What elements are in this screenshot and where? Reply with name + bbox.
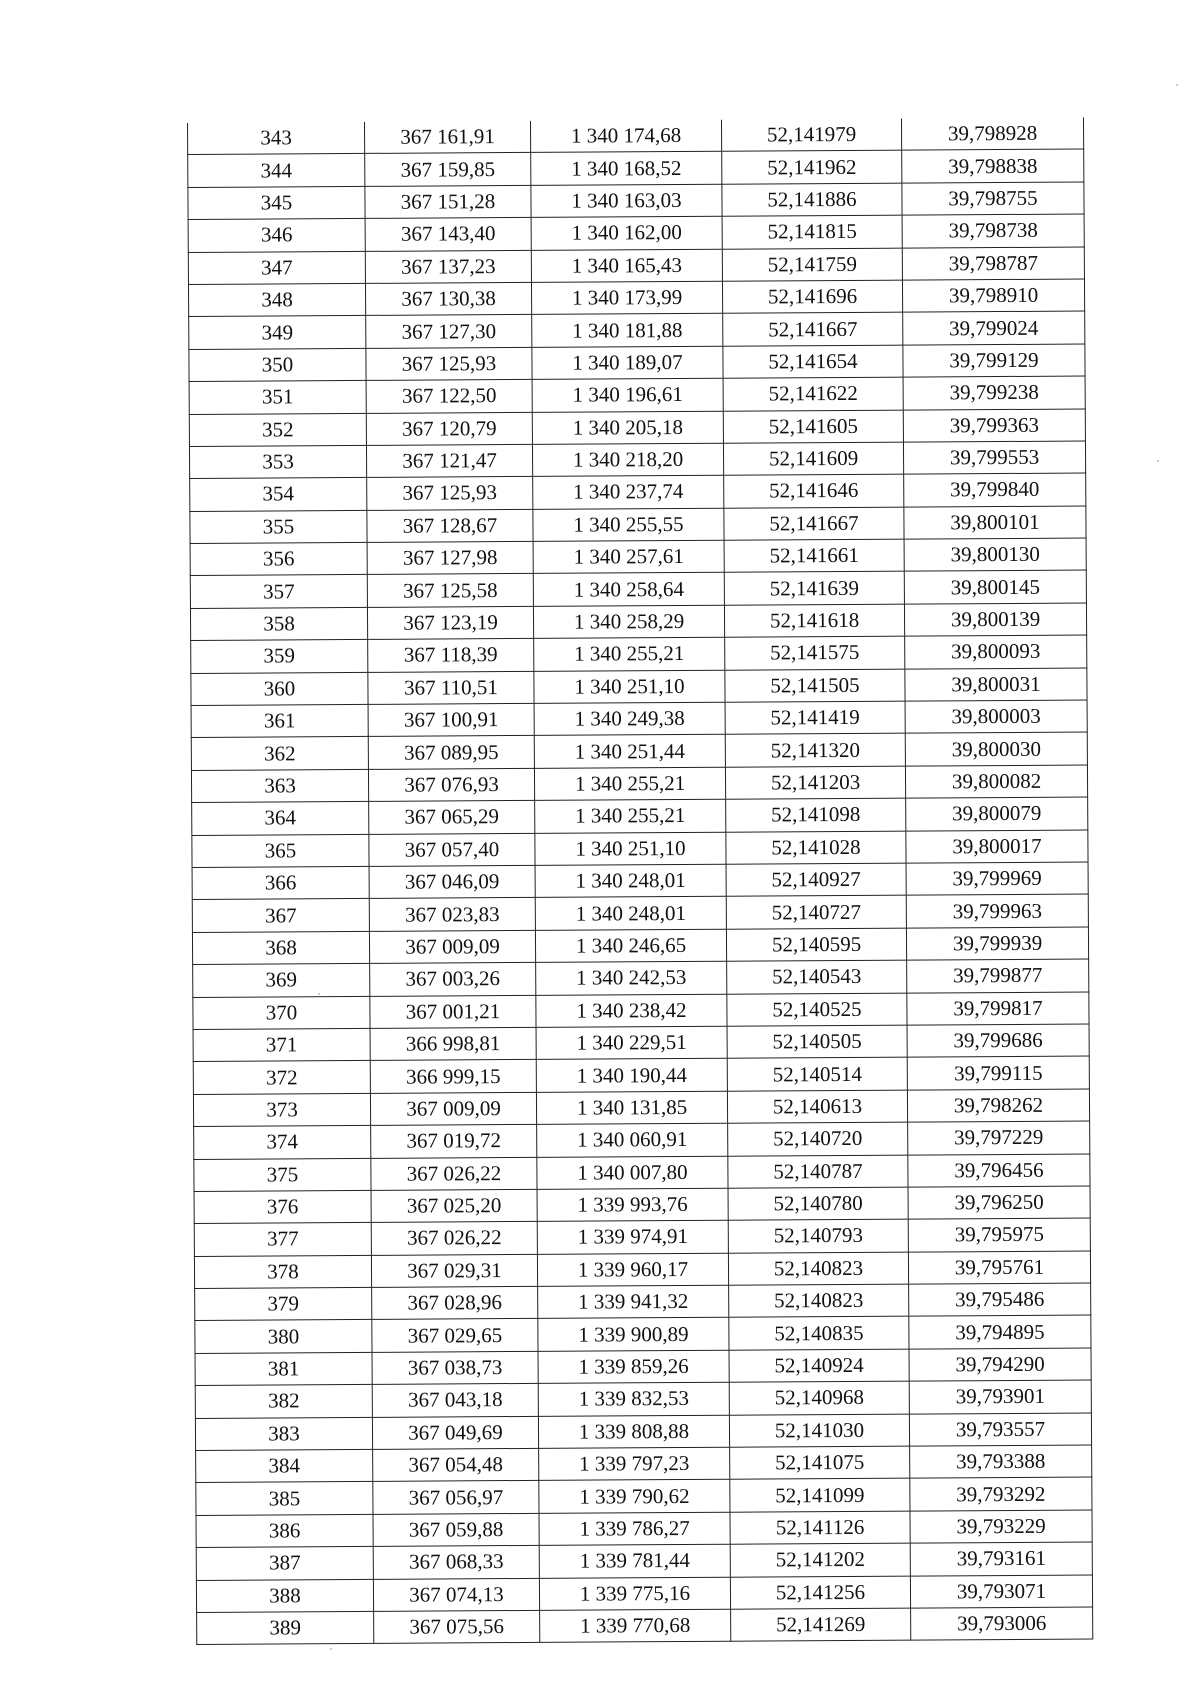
y-coordinate-cell: 1 340 248,01	[535, 864, 726, 898]
longitude-cell: 39,799963	[906, 894, 1088, 928]
longitude-cell: 39,793071	[910, 1575, 1092, 1609]
point-number-cell: 355	[190, 510, 367, 543]
y-coordinate-cell: 1 339 832,53	[538, 1382, 729, 1416]
x-coordinate-cell: 367 128,67	[367, 509, 533, 542]
y-coordinate-cell: 1 339 900,89	[538, 1318, 729, 1352]
y-coordinate-cell: 1 339 790,62	[539, 1480, 730, 1514]
longitude-cell: 39,798738	[902, 214, 1084, 248]
x-coordinate-cell: 367 125,58	[367, 574, 533, 607]
y-coordinate-cell: 1 340 131,85	[536, 1091, 727, 1125]
table-row	[190, 473, 1086, 511]
latitude-cell: 52,140727	[726, 895, 906, 928]
y-coordinate-cell: 1 340 248,01	[535, 897, 726, 931]
point-number-cell: 365	[192, 834, 369, 867]
longitude-cell: 39,800101	[904, 506, 1086, 540]
table-row	[195, 1380, 1091, 1418]
point-number-cell: 386	[196, 1514, 373, 1547]
longitude-cell: 39,795761	[908, 1251, 1090, 1285]
x-coordinate-cell: 367 089,95	[368, 736, 534, 769]
x-coordinate-cell: 367 100,91	[368, 703, 534, 736]
latitude-cell: 52,141622	[723, 377, 903, 410]
longitude-cell: 39,798928	[901, 118, 1083, 151]
latitude-cell: 52,141320	[725, 734, 905, 767]
longitude-cell: 39,800093	[905, 635, 1087, 669]
table-row	[193, 1089, 1089, 1127]
point-number-cell: 350	[189, 348, 366, 381]
x-coordinate-cell: 367 009,09	[369, 930, 535, 963]
y-coordinate-cell: 1 340 163,03	[531, 184, 722, 218]
point-number-cell: 347	[188, 251, 365, 284]
longitude-cell: 39,800031	[905, 668, 1087, 702]
x-coordinate-cell: 367 046,09	[369, 865, 535, 898]
longitude-cell: 39,798787	[902, 247, 1084, 281]
scan-speck	[1157, 460, 1159, 462]
latitude-cell: 52,141028	[726, 831, 906, 864]
latitude-cell: 52,140787	[728, 1155, 908, 1188]
latitude-cell: 52,141646	[724, 474, 904, 507]
point-number-cell: 387	[196, 1547, 373, 1580]
longitude-cell: 39,799115	[907, 1056, 1089, 1090]
longitude-cell: 39,798910	[902, 279, 1084, 313]
y-coordinate-cell: 1 340 237,74	[533, 476, 724, 510]
y-coordinate-cell: 1 339 993,76	[537, 1188, 728, 1222]
longitude-cell: 39,799553	[903, 441, 1085, 475]
latitude-cell: 52,141030	[729, 1414, 909, 1447]
latitude-cell: 52,140968	[729, 1381, 909, 1414]
point-number-cell: 379	[195, 1287, 372, 1320]
x-coordinate-cell: 367 009,09	[370, 1092, 536, 1125]
latitude-cell: 52,141886	[722, 183, 902, 216]
latitude-cell: 52,141075	[730, 1446, 910, 1479]
longitude-cell: 39,793901	[909, 1380, 1091, 1414]
x-coordinate-cell: 367 123,19	[367, 606, 533, 639]
x-coordinate-cell: 367 130,38	[365, 282, 531, 315]
table-row	[188, 182, 1084, 220]
x-coordinate-cell: 367 151,28	[365, 185, 531, 218]
x-coordinate-cell: 367 049,69	[372, 1416, 538, 1449]
x-coordinate-cell: 367 056,97	[373, 1481, 539, 1514]
latitude-cell: 52,141269	[731, 1608, 911, 1641]
longitude-cell: 39,800145	[904, 570, 1086, 604]
point-number-cell: 373	[193, 1093, 370, 1126]
y-coordinate-cell: 1 340 251,10	[535, 832, 726, 866]
x-coordinate-cell: 367 125,93	[367, 477, 533, 510]
latitude-cell: 52,141126	[730, 1511, 910, 1544]
x-coordinate-cell: 367 068,33	[373, 1546, 539, 1579]
latitude-cell: 52,141202	[730, 1543, 910, 1576]
point-number-cell: 376	[194, 1190, 371, 1223]
longitude-cell: 39,800079	[906, 797, 1088, 831]
longitude-cell: 39,799969	[906, 862, 1088, 896]
x-coordinate-cell: 367 127,98	[367, 541, 533, 574]
latitude-cell: 52,141759	[722, 248, 902, 281]
point-number-cell: 362	[191, 737, 368, 770]
table-row	[188, 214, 1084, 252]
latitude-cell: 52,140823	[729, 1284, 909, 1317]
point-number-cell: 377	[194, 1223, 371, 1256]
table-row	[191, 700, 1087, 738]
x-coordinate-cell: 367 026,22	[371, 1157, 537, 1190]
latitude-cell: 52,140505	[727, 1025, 907, 1058]
x-coordinate-cell: 367 075,56	[374, 1610, 540, 1643]
y-coordinate-cell: 1 339 941,32	[538, 1285, 729, 1319]
point-number-cell: 381	[195, 1352, 372, 1385]
point-number-cell: 371	[193, 1028, 370, 1061]
y-coordinate-cell: 1 340 174,68	[530, 120, 721, 153]
point-number-cell: 368	[192, 931, 369, 964]
x-coordinate-cell: 367 120,79	[366, 412, 532, 445]
longitude-cell: 39,796250	[908, 1186, 1090, 1220]
latitude-cell: 52,141639	[724, 572, 904, 605]
latitude-cell: 52,141256	[730, 1576, 910, 1609]
x-coordinate-cell: 367 057,40	[369, 833, 535, 866]
longitude-cell: 39,799024	[903, 311, 1085, 345]
point-number-cell: 348	[188, 283, 365, 316]
x-coordinate-cell: 367 059,88	[373, 1513, 539, 1546]
table-row	[196, 1542, 1092, 1580]
x-coordinate-cell: 367 118,39	[368, 639, 534, 672]
table-row	[196, 1575, 1092, 1613]
table-row	[195, 1315, 1091, 1353]
x-coordinate-cell: 367 122,50	[366, 380, 532, 413]
table-row	[191, 765, 1087, 803]
table-row	[195, 1348, 1091, 1386]
y-coordinate-cell: 1 340 251,44	[534, 735, 725, 769]
table-row	[192, 927, 1088, 965]
table-row	[193, 959, 1089, 997]
latitude-cell: 52,141609	[723, 442, 903, 475]
latitude-cell: 52,141419	[725, 701, 905, 734]
table-row	[192, 894, 1088, 932]
table-row	[193, 1056, 1089, 1094]
y-coordinate-cell: 1 340 168,52	[531, 152, 722, 186]
longitude-cell: 39,799129	[903, 344, 1085, 378]
y-coordinate-cell: 1 339 786,27	[539, 1512, 730, 1546]
table-row	[191, 668, 1087, 706]
x-coordinate-cell: 367 003,26	[370, 963, 536, 996]
y-coordinate-cell: 1 340 060,91	[537, 1123, 728, 1157]
table-row	[190, 570, 1086, 608]
x-coordinate-cell: 367 001,21	[370, 995, 536, 1028]
y-coordinate-cell: 1 339 859,26	[538, 1350, 729, 1384]
latitude-cell: 52,141661	[724, 539, 904, 572]
x-coordinate-cell: 367 137,23	[365, 250, 531, 283]
point-number-cell: 357	[190, 575, 367, 608]
longitude-cell: 39,799238	[903, 376, 1085, 410]
longitude-cell: 39,793557	[909, 1413, 1091, 1447]
y-coordinate-cell: 1 340 205,18	[532, 411, 723, 445]
table-row	[194, 1154, 1090, 1192]
point-number-cell: 360	[191, 672, 368, 705]
longitude-cell: 39,798838	[902, 149, 1084, 183]
y-coordinate-cell: 1 340 165,43	[531, 249, 722, 283]
point-number-cell: 374	[194, 1126, 371, 1159]
y-coordinate-cell: 1 339 797,23	[539, 1447, 730, 1481]
point-number-cell: 383	[195, 1417, 372, 1450]
longitude-cell: 39,800082	[905, 765, 1087, 799]
point-number-cell: 361	[191, 704, 368, 737]
y-coordinate-cell: 1 340 190,44	[536, 1059, 727, 1093]
coordinates-table	[187, 118, 1093, 1646]
point-number-cell: 369	[193, 964, 370, 997]
x-coordinate-cell: 367 043,18	[372, 1384, 538, 1417]
latitude-cell: 52,140924	[729, 1349, 909, 1382]
table-row	[191, 635, 1087, 673]
point-number-cell: 363	[191, 769, 368, 802]
y-coordinate-cell: 1 340 181,88	[532, 314, 723, 348]
x-coordinate-cell: 367 029,31	[371, 1254, 537, 1287]
point-number-cell: 352	[189, 413, 366, 446]
table-row	[195, 1283, 1091, 1321]
longitude-cell: 39,796456	[908, 1154, 1090, 1188]
y-coordinate-cell: 1 340 255,21	[534, 767, 725, 801]
x-coordinate-cell: 366 998,81	[370, 1027, 536, 1060]
latitude-cell: 52,140514	[727, 1057, 907, 1090]
table-row	[194, 1121, 1090, 1159]
scan-speck	[318, 993, 320, 995]
y-coordinate-cell: 1 340 258,29	[533, 605, 724, 639]
y-coordinate-cell: 1 339 960,17	[537, 1253, 728, 1287]
point-number-cell: 345	[188, 186, 365, 219]
table-row	[196, 1477, 1092, 1515]
table-row	[189, 344, 1085, 382]
latitude-cell: 52,141667	[723, 312, 903, 345]
y-coordinate-cell: 1 340 249,38	[534, 702, 725, 736]
latitude-cell: 52,140823	[728, 1252, 908, 1285]
point-number-cell: 344	[188, 154, 365, 187]
table-row	[191, 732, 1087, 770]
longitude-cell: 39,800017	[906, 830, 1088, 864]
longitude-cell: 39,800003	[905, 700, 1087, 734]
y-coordinate-cell: 1 340 255,21	[535, 799, 726, 833]
scan-speck	[330, 1648, 332, 1650]
table-row	[190, 506, 1086, 544]
y-coordinate-cell: 1 340 229,51	[536, 1026, 727, 1060]
y-coordinate-cell: 1 340 238,42	[536, 994, 727, 1028]
y-coordinate-cell: 1 339 770,68	[540, 1609, 731, 1643]
x-coordinate-cell: 367 161,91	[364, 121, 530, 154]
table-row	[194, 1186, 1090, 1224]
x-coordinate-cell: 367 076,93	[368, 768, 534, 801]
x-coordinate-cell: 367 110,51	[368, 671, 534, 704]
table-row	[197, 1607, 1093, 1645]
longitude-cell: 39,795975	[908, 1218, 1090, 1252]
y-coordinate-cell: 1 340 251,10	[534, 670, 725, 704]
longitude-cell: 39,793161	[910, 1542, 1092, 1576]
y-coordinate-cell: 1 340 257,61	[533, 540, 724, 574]
table-row	[192, 862, 1088, 900]
latitude-cell: 52,141815	[722, 215, 902, 248]
table-row	[196, 1445, 1092, 1483]
point-number-cell: 384	[196, 1449, 373, 1482]
latitude-cell: 52,141654	[723, 345, 903, 378]
latitude-cell: 52,141098	[726, 798, 906, 831]
longitude-cell: 39,800030	[905, 732, 1087, 766]
y-coordinate-cell: 1 340 196,61	[532, 378, 723, 412]
x-coordinate-cell: 367 065,29	[369, 801, 535, 834]
longitude-cell: 39,798262	[907, 1089, 1089, 1123]
table-row	[188, 279, 1084, 317]
table-row	[194, 1251, 1090, 1289]
point-number-cell: 359	[191, 640, 368, 673]
y-coordinate-cell: 1 340 255,21	[534, 637, 725, 671]
longitude-cell: 39,794895	[909, 1315, 1091, 1349]
table-row	[196, 1510, 1092, 1548]
y-coordinate-cell: 1 340 007,80	[537, 1156, 728, 1190]
point-number-cell: 366	[192, 866, 369, 899]
x-coordinate-cell: 367 019,72	[371, 1124, 537, 1157]
latitude-cell: 52,141962	[722, 151, 902, 184]
y-coordinate-cell: 1 340 162,00	[531, 216, 722, 250]
y-coordinate-cell: 1 340 189,07	[532, 346, 723, 380]
table-row	[188, 149, 1084, 187]
y-coordinate-cell: 1 340 218,20	[532, 443, 723, 477]
point-number-cell: 358	[190, 607, 367, 640]
latitude-cell: 52,141575	[725, 636, 905, 669]
longitude-cell: 39,799363	[903, 409, 1085, 443]
table-row	[189, 376, 1085, 414]
latitude-cell: 52,141505	[725, 669, 905, 702]
x-coordinate-cell: 367 029,65	[372, 1319, 538, 1352]
y-coordinate-cell: 1 340 173,99	[531, 281, 722, 315]
x-coordinate-cell: 367 038,73	[372, 1351, 538, 1384]
latitude-cell: 52,140927	[726, 863, 906, 896]
point-number-cell: 351	[189, 381, 366, 414]
latitude-cell: 52,141203	[725, 766, 905, 799]
x-coordinate-cell: 366 999,15	[370, 1060, 536, 1093]
point-number-cell: 353	[189, 445, 366, 478]
longitude-cell: 39,793292	[910, 1477, 1092, 1511]
longitude-cell: 39,793388	[910, 1445, 1092, 1479]
table-row	[189, 311, 1085, 349]
longitude-cell: 39,800139	[904, 603, 1086, 637]
scan-speck	[1176, 84, 1178, 86]
longitude-cell: 39,794290	[909, 1348, 1091, 1382]
point-number-cell: 380	[195, 1320, 372, 1353]
longitude-cell: 39,799877	[907, 959, 1089, 993]
point-number-cell: 349	[189, 316, 366, 349]
latitude-cell: 52,140720	[728, 1122, 908, 1155]
latitude-cell: 52,141618	[724, 604, 904, 637]
table-row	[189, 409, 1085, 447]
longitude-cell: 39,798755	[902, 182, 1084, 216]
latitude-cell: 52,141667	[724, 507, 904, 540]
table-row	[193, 992, 1089, 1030]
latitude-cell: 52,140780	[728, 1187, 908, 1220]
point-number-cell: 382	[195, 1385, 372, 1418]
latitude-cell: 52,141979	[721, 119, 901, 152]
y-coordinate-cell: 1 340 246,65	[535, 929, 726, 963]
x-coordinate-cell: 367 125,93	[366, 347, 532, 380]
table-row	[195, 1413, 1091, 1451]
latitude-cell: 52,141696	[722, 280, 902, 313]
latitude-cell: 52,140595	[726, 928, 906, 961]
longitude-cell: 39,797229	[908, 1121, 1090, 1155]
x-coordinate-cell: 367 054,48	[373, 1448, 539, 1481]
point-number-cell: 356	[190, 542, 367, 575]
point-number-cell: 354	[190, 478, 367, 511]
point-number-cell: 378	[194, 1255, 371, 1288]
latitude-cell: 52,140793	[728, 1219, 908, 1252]
longitude-cell: 39,793006	[911, 1607, 1093, 1641]
point-number-cell: 367	[192, 899, 369, 932]
x-coordinate-cell: 367 159,85	[365, 153, 531, 186]
table-row	[190, 603, 1086, 641]
y-coordinate-cell: 1 339 781,44	[539, 1544, 730, 1578]
y-coordinate-cell: 1 339 808,88	[538, 1415, 729, 1449]
point-number-cell: 372	[193, 1061, 370, 1094]
x-coordinate-cell: 367 127,30	[366, 315, 532, 348]
point-number-cell: 370	[193, 996, 370, 1029]
table-row	[194, 1218, 1090, 1256]
table-row	[190, 538, 1086, 576]
longitude-cell: 39,799686	[907, 1024, 1089, 1058]
longitude-cell: 39,800130	[904, 538, 1086, 572]
table-row	[193, 1024, 1089, 1062]
point-number-cell: 346	[188, 219, 365, 252]
table-row	[189, 441, 1085, 479]
latitude-cell: 52,140543	[727, 960, 907, 993]
y-coordinate-cell: 1 340 258,64	[533, 573, 724, 607]
x-coordinate-cell: 367 025,20	[371, 1189, 537, 1222]
table-row	[192, 830, 1088, 868]
longitude-cell: 39,795486	[909, 1283, 1091, 1317]
x-coordinate-cell: 367 143,40	[365, 218, 531, 251]
longitude-cell: 39,793229	[910, 1510, 1092, 1544]
point-number-cell: 385	[196, 1482, 373, 1515]
y-coordinate-cell: 1 340 242,53	[536, 961, 727, 995]
x-coordinate-cell: 367 023,83	[369, 898, 535, 931]
x-coordinate-cell: 367 026,22	[371, 1222, 537, 1255]
latitude-cell: 52,140613	[727, 1090, 907, 1123]
longitude-cell: 39,799817	[907, 992, 1089, 1026]
point-number-cell: 388	[196, 1579, 373, 1612]
point-number-cell: 343	[187, 122, 364, 155]
latitude-cell: 52,140525	[727, 993, 907, 1026]
table-row	[192, 797, 1088, 835]
latitude-cell: 52,141605	[723, 410, 903, 443]
x-coordinate-cell: 367 028,96	[372, 1286, 538, 1319]
longitude-cell: 39,799840	[904, 473, 1086, 507]
point-number-cell: 375	[194, 1158, 371, 1191]
latitude-cell: 52,141099	[730, 1479, 910, 1512]
latitude-cell: 52,140835	[729, 1317, 909, 1350]
y-coordinate-cell: 1 340 255,55	[533, 508, 724, 542]
coordinates-table-body	[187, 118, 1092, 1645]
longitude-cell: 39,799939	[906, 927, 1088, 961]
x-coordinate-cell: 367 074,13	[373, 1578, 539, 1611]
table-row	[188, 247, 1084, 285]
point-number-cell: 389	[197, 1611, 374, 1644]
x-coordinate-cell: 367 121,47	[366, 444, 532, 477]
y-coordinate-cell: 1 339 775,16	[539, 1577, 730, 1611]
point-number-cell: 364	[192, 802, 369, 835]
y-coordinate-cell: 1 339 974,91	[537, 1220, 728, 1254]
